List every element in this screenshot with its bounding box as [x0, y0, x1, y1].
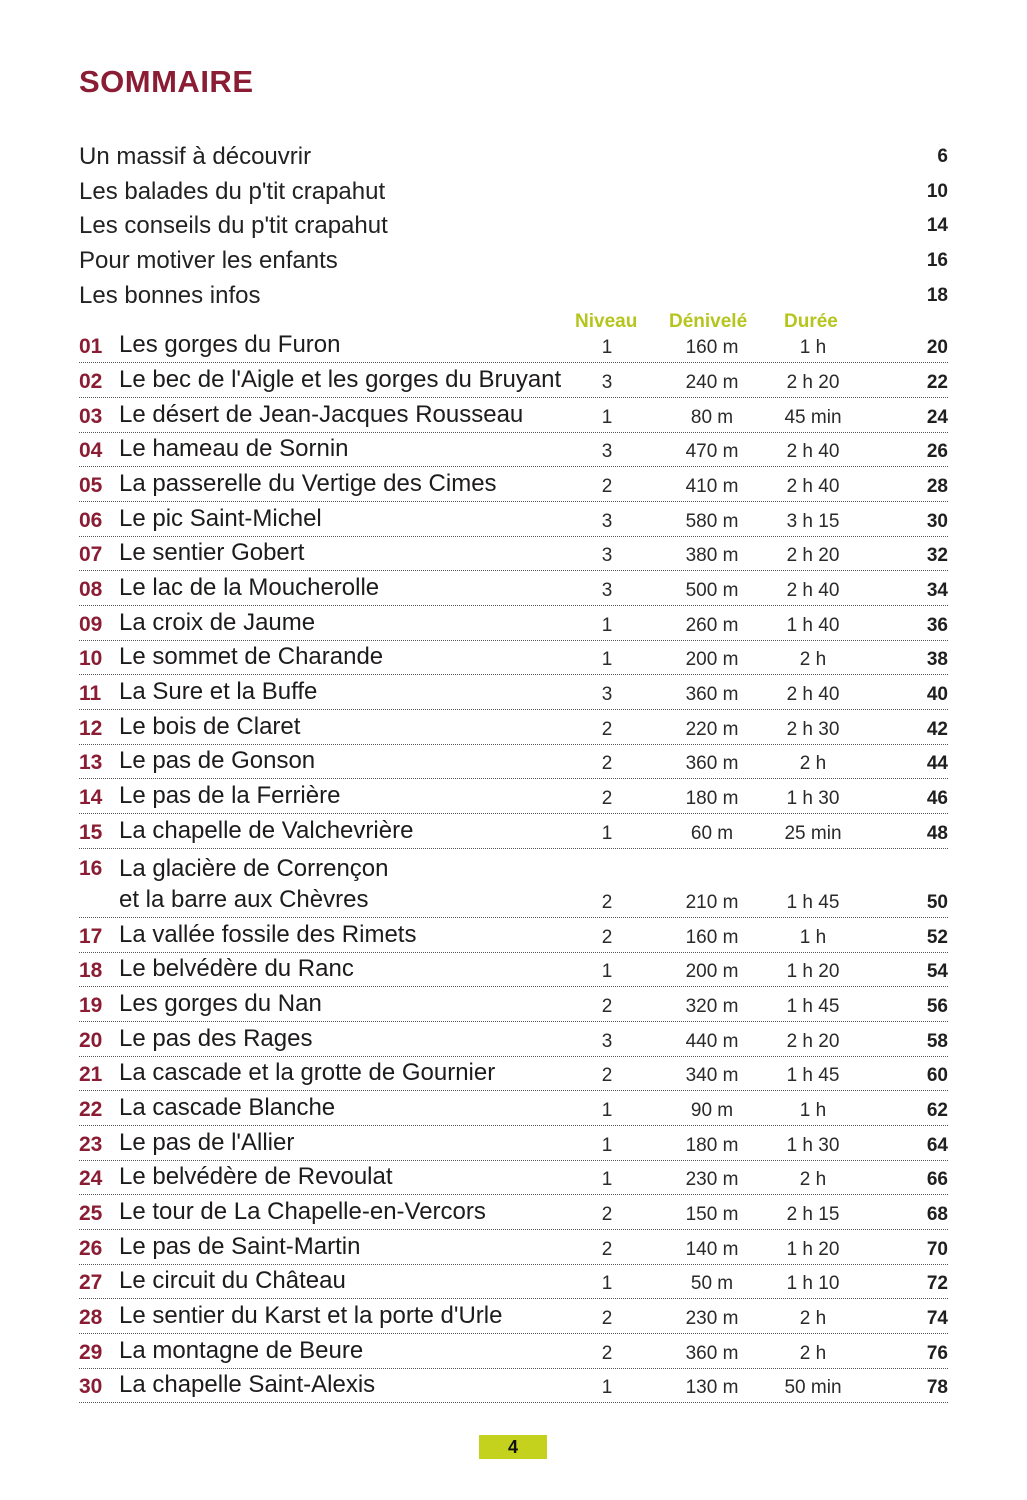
walk-elevation: 220 m: [685, 718, 739, 740]
page-number: 4: [479, 1435, 547, 1459]
walk-elevation: 180 m: [685, 788, 739, 810]
walk-name: Le belvédère de Revoulat: [119, 1163, 393, 1191]
walk-row[interactable]: [79, 712, 948, 745]
walk-page: 50: [926, 891, 948, 913]
walk-page: 20: [926, 337, 948, 359]
intro-item-page: 18: [926, 284, 948, 306]
walk-name: La montagne de Beure: [119, 1336, 364, 1364]
walk-page: 30: [926, 510, 948, 532]
walk-number: 03: [79, 404, 103, 428]
walk-number: 11: [79, 682, 102, 706]
walk-duration: 1 h 40: [786, 614, 840, 636]
walk-elevation: 80 m: [690, 406, 734, 428]
walk-duration: 1 h 30: [786, 1134, 840, 1156]
walk-number: 15: [79, 820, 103, 844]
walk-elevation: 130 m: [685, 1377, 739, 1399]
walk-duration: 2 h 20: [786, 545, 840, 567]
intro-item-page: 6: [937, 146, 948, 168]
walk-name-line2: et la barre aux Chèvres: [119, 885, 369, 913]
walk-duration: 2 h: [799, 1342, 827, 1364]
walk-page: 74: [926, 1308, 948, 1330]
walk-elevation: 360 m: [685, 753, 739, 775]
walk-name: Les gorges du Furon: [119, 331, 341, 359]
walk-name: Le pas de Gonson: [119, 747, 316, 775]
walk-duration: 2 h 30: [786, 718, 840, 740]
walk-elevation: 240 m: [685, 371, 739, 393]
intro-section: [79, 140, 948, 313]
walk-page: 64: [926, 1134, 948, 1156]
walk-level: 2: [601, 753, 613, 775]
page-title: SOMMAIRE: [79, 64, 254, 99]
walk-level: 1: [601, 1273, 613, 1295]
walk-level: 3: [601, 371, 613, 393]
walk-row[interactable]: [79, 781, 948, 814]
walk-level: 2: [601, 891, 613, 913]
walk-name: Le hameau de Sornin: [119, 435, 349, 463]
walk-elevation: 410 m: [685, 475, 739, 497]
walk-level: 1: [601, 614, 613, 636]
walk-name: Le pas de l'Allier: [119, 1128, 295, 1156]
walk-name: Le sentier du Karst et la porte d'Urle: [119, 1302, 503, 1330]
walk-row[interactable]: [79, 746, 948, 779]
walk-row[interactable]: [79, 330, 948, 363]
walk-row[interactable]: [79, 850, 948, 918]
walk-row[interactable]: [79, 1197, 948, 1230]
walk-level: 2: [601, 718, 613, 740]
walk-number: 09: [79, 612, 103, 636]
walk-page: 66: [926, 1169, 948, 1191]
walk-elevation: 340 m: [685, 1065, 739, 1087]
walk-duration: 2 h 40: [786, 475, 840, 497]
walk-number: 18: [79, 959, 103, 983]
walk-duration: 1 h: [799, 926, 827, 948]
walk-name: Le pas de la Ferrière: [119, 782, 341, 810]
walk-duration: 2 h: [799, 1169, 827, 1191]
walk-row[interactable]: [79, 538, 948, 571]
walk-name: La chapelle Saint-Alexis: [119, 1371, 376, 1399]
walk-page: 40: [926, 684, 948, 706]
walk-level: 2: [601, 788, 613, 810]
walk-name: Le désert de Jean-Jacques Rousseau: [119, 400, 524, 428]
walk-row[interactable]: [79, 919, 948, 952]
walk-number: 07: [79, 543, 103, 567]
walk-number: 27: [79, 1271, 103, 1295]
walk-page: 58: [926, 1030, 948, 1052]
walk-level: 1: [601, 1377, 613, 1399]
walk-row[interactable]: [79, 954, 948, 987]
walk-elevation: 360 m: [685, 1342, 739, 1364]
walk-number: 29: [79, 1340, 103, 1364]
walk-name: Le circuit du Château: [119, 1267, 346, 1295]
walk-number: 25: [79, 1202, 103, 1225]
intro-item[interactable]: [79, 175, 948, 210]
walk-duration: 3 h 15: [786, 510, 840, 532]
walk-page: 76: [926, 1342, 948, 1364]
walk-number: 12: [79, 716, 103, 740]
walk-level: 1: [601, 1099, 613, 1121]
walk-elevation: 230 m: [685, 1308, 739, 1330]
intro-item[interactable]: [79, 244, 948, 279]
walk-page: 48: [926, 822, 948, 844]
walk-level: 2: [601, 995, 613, 1017]
walk-number: 01: [79, 335, 103, 359]
walk-level: 2: [601, 926, 613, 948]
walk-number: 21: [79, 1063, 103, 1087]
column-header-duration: Durée: [784, 311, 838, 332]
walk-row[interactable]: [79, 989, 948, 1022]
intro-item[interactable]: [79, 140, 948, 175]
walk-name: La vallée fossile des Rimets: [119, 920, 417, 948]
walk-name: La cascade et la grotte de Gournier: [119, 1059, 496, 1087]
walk-elevation: 160 m: [685, 337, 739, 359]
walk-level: 1: [601, 1134, 613, 1156]
walk-name: Le bois de Claret: [119, 712, 301, 740]
walk-duration: 45 min: [784, 406, 842, 428]
walk-name: La croix de Jaume: [119, 608, 316, 636]
walk-level: 2: [601, 1204, 613, 1225]
intro-item-label: Les bonnes infos: [79, 281, 261, 309]
walk-duration: 1 h 10: [786, 1273, 840, 1295]
walk-elevation: 160 m: [685, 926, 739, 948]
walk-name: Le pas des Rages: [119, 1024, 313, 1052]
walk-page: 36: [926, 614, 948, 636]
walk-level: 1: [601, 822, 613, 844]
walk-duration: 1 h 45: [786, 1065, 840, 1087]
walk-page: 60: [926, 1065, 948, 1087]
walk-level: 2: [601, 1308, 613, 1330]
walk-level: 1: [601, 406, 613, 428]
walk-page: 28: [926, 475, 948, 497]
walk-number: 02: [79, 369, 103, 393]
intro-item[interactable]: [79, 278, 948, 313]
walk-row[interactable]: [79, 469, 948, 502]
walk-name: Le belvédère du Ranc: [119, 955, 354, 983]
walk-elevation: 60 m: [690, 822, 734, 844]
walk-duration: 1 h 20: [786, 1238, 840, 1260]
walk-page: 52: [926, 926, 948, 948]
intro-item-page: 14: [926, 215, 948, 237]
walk-page: 42: [926, 718, 948, 740]
walk-row[interactable]: [79, 1232, 948, 1265]
walk-row[interactable]: [79, 1058, 948, 1091]
walk-number: 13: [79, 751, 103, 775]
walk-duration: 2 h 40: [786, 580, 840, 601]
intro-item-label: Les balades du p'tit crapahut: [79, 177, 386, 205]
walk-name: La cascade Blanche: [119, 1093, 336, 1121]
walk-page: 44: [926, 753, 948, 775]
intro-item-page: 16: [926, 250, 948, 272]
walk-name: La Sure et la Buffe: [119, 678, 318, 706]
walk-duration: 2 h 20: [786, 1030, 840, 1052]
walk-row[interactable]: [79, 1336, 948, 1369]
walk-level: 3: [601, 510, 613, 532]
walk-row[interactable]: [79, 1301, 948, 1334]
walk-name: Les gorges du Nan: [119, 989, 322, 1017]
walk-elevation: 260 m: [685, 614, 739, 636]
walk-page: 68: [926, 1204, 948, 1225]
walk-number: 08: [79, 578, 103, 601]
column-header-level: Niveau: [575, 311, 638, 332]
walk-duration: 2 h 40: [786, 441, 840, 463]
walk-row[interactable]: [79, 608, 948, 641]
walk-number: 23: [79, 1132, 103, 1156]
walk-duration: 2 h 20: [786, 371, 840, 393]
walk-name: La chapelle de Valchevrière: [119, 816, 414, 844]
walk-number: 05: [79, 473, 103, 497]
intro-item-label: Les conseils du p'tit crapahut: [79, 212, 388, 240]
walk-level: 3: [601, 684, 613, 706]
walk-duration: 1 h 45: [786, 995, 840, 1017]
intro-item-label: Pour motiver les enfants: [79, 247, 338, 275]
walk-level: 1: [601, 961, 613, 983]
walk-elevation: 200 m: [685, 649, 739, 671]
walk-page: 38: [926, 649, 948, 671]
walk-number: 28: [79, 1306, 103, 1330]
walk-name: Le tour de La Chapelle-en-Vercors: [119, 1198, 486, 1225]
walk-number: 24: [79, 1167, 103, 1191]
walk-number: 16: [79, 856, 103, 880]
walk-elevation: 230 m: [685, 1169, 739, 1191]
walk-row[interactable]: [79, 816, 948, 849]
walk-level: 1: [601, 649, 613, 671]
walk-elevation: 380 m: [685, 545, 739, 567]
walk-duration: 2 h 15: [786, 1204, 840, 1225]
column-header-elevation: Dénivelé: [669, 311, 748, 332]
walk-elevation: 150 m: [685, 1204, 739, 1225]
walk-duration: 1 h: [799, 337, 827, 359]
walk-elevation: 200 m: [685, 961, 739, 983]
walk-level: 1: [601, 337, 613, 359]
walk-name: Le sommet de Charande: [119, 643, 384, 671]
walk-row[interactable]: [79, 677, 948, 710]
walk-page: 46: [926, 788, 948, 810]
walk-level: 3: [601, 1030, 613, 1052]
walk-elevation: 580 m: [685, 510, 739, 532]
walk-number: 06: [79, 508, 103, 532]
walk-elevation: 500 m: [685, 580, 739, 601]
walk-row[interactable]: [79, 1370, 948, 1403]
walk-row[interactable]: [79, 573, 948, 606]
walk-duration: 2 h: [799, 753, 827, 775]
walk-page: 70: [926, 1238, 948, 1260]
walk-elevation: 210 m: [685, 891, 739, 913]
intro-item-page: 10: [926, 180, 948, 202]
walk-row[interactable]: [79, 365, 948, 398]
walk-page: 72: [926, 1273, 948, 1295]
walk-elevation: 50 m: [690, 1273, 734, 1295]
walk-elevation: 440 m: [685, 1030, 739, 1052]
walk-name: Le pic Saint-Michel: [119, 504, 322, 532]
walk-elevation: 470 m: [685, 441, 739, 463]
walk-page: 34: [926, 580, 948, 601]
walk-duration: 1 h 45: [786, 891, 840, 913]
walk-number: 26: [79, 1236, 103, 1260]
walk-duration: 1 h 30: [786, 788, 840, 810]
walk-level: 1: [601, 1169, 613, 1191]
walk-row[interactable]: [79, 503, 948, 536]
walk-page: 26: [926, 441, 948, 463]
walk-page: 62: [926, 1099, 948, 1121]
walk-level: 3: [601, 545, 613, 567]
walk-duration: 2 h 40: [786, 684, 840, 706]
walk-elevation: 140 m: [685, 1238, 739, 1260]
walk-number: 22: [79, 1097, 103, 1121]
walk-page: 78: [926, 1377, 948, 1399]
walk-name: La glacière de Corrençon: [119, 854, 389, 882]
walk-duration: 2 h: [799, 649, 827, 671]
walk-page: 22: [926, 371, 948, 393]
walk-level: 3: [601, 580, 613, 601]
walk-row[interactable]: [79, 1023, 948, 1056]
walk-elevation: 180 m: [685, 1134, 739, 1156]
walk-page: 24: [926, 406, 948, 428]
walk-page: 32: [926, 545, 948, 567]
intro-item[interactable]: [79, 209, 948, 244]
walk-level: 3: [601, 441, 613, 463]
walk-elevation: 320 m: [685, 995, 739, 1017]
walk-row[interactable]: [79, 1093, 948, 1126]
walk-row[interactable]: [79, 434, 948, 467]
walk-name: Le pas de Saint-Martin: [119, 1232, 361, 1260]
walk-number: 10: [79, 647, 103, 671]
walk-number: 20: [79, 1028, 103, 1052]
walk-page: 56: [926, 995, 948, 1017]
walk-elevation: 90 m: [690, 1099, 734, 1121]
walks-list: [79, 330, 948, 1405]
walk-name: La passerelle du Vertige des Cimes: [119, 469, 497, 497]
walk-duration: 1 h: [799, 1099, 827, 1121]
walk-row[interactable]: [79, 1162, 948, 1195]
walk-name: Le bec de l'Aigle et les gorges du Bruyant: [119, 365, 562, 393]
walk-number: 19: [79, 993, 103, 1017]
walk-row[interactable]: [79, 1266, 948, 1299]
walk-number: 17: [79, 924, 103, 948]
walk-number: 14: [79, 786, 103, 810]
walk-level: 2: [601, 475, 613, 497]
walk-level: 2: [601, 1238, 613, 1260]
walk-row[interactable]: [79, 1127, 948, 1160]
intro-item-label: Un massif à découvrir: [79, 143, 312, 171]
walk-elevation: 360 m: [685, 684, 739, 706]
walk-name: Le sentier Gobert: [119, 539, 305, 567]
walk-duration: 1 h 20: [786, 961, 840, 983]
walk-number: 30: [79, 1375, 103, 1399]
walk-level: 2: [601, 1065, 613, 1087]
walk-name: Le lac de la Moucherolle: [119, 574, 380, 601]
walk-level: 2: [601, 1342, 613, 1364]
walk-number: 04: [79, 439, 103, 463]
walk-duration: 50 min: [784, 1377, 842, 1399]
walk-duration: 25 min: [784, 822, 842, 844]
walk-page: 54: [926, 961, 948, 983]
walk-duration: 2 h: [799, 1308, 827, 1330]
walk-row[interactable]: [79, 399, 948, 432]
walk-row[interactable]: [79, 642, 948, 675]
